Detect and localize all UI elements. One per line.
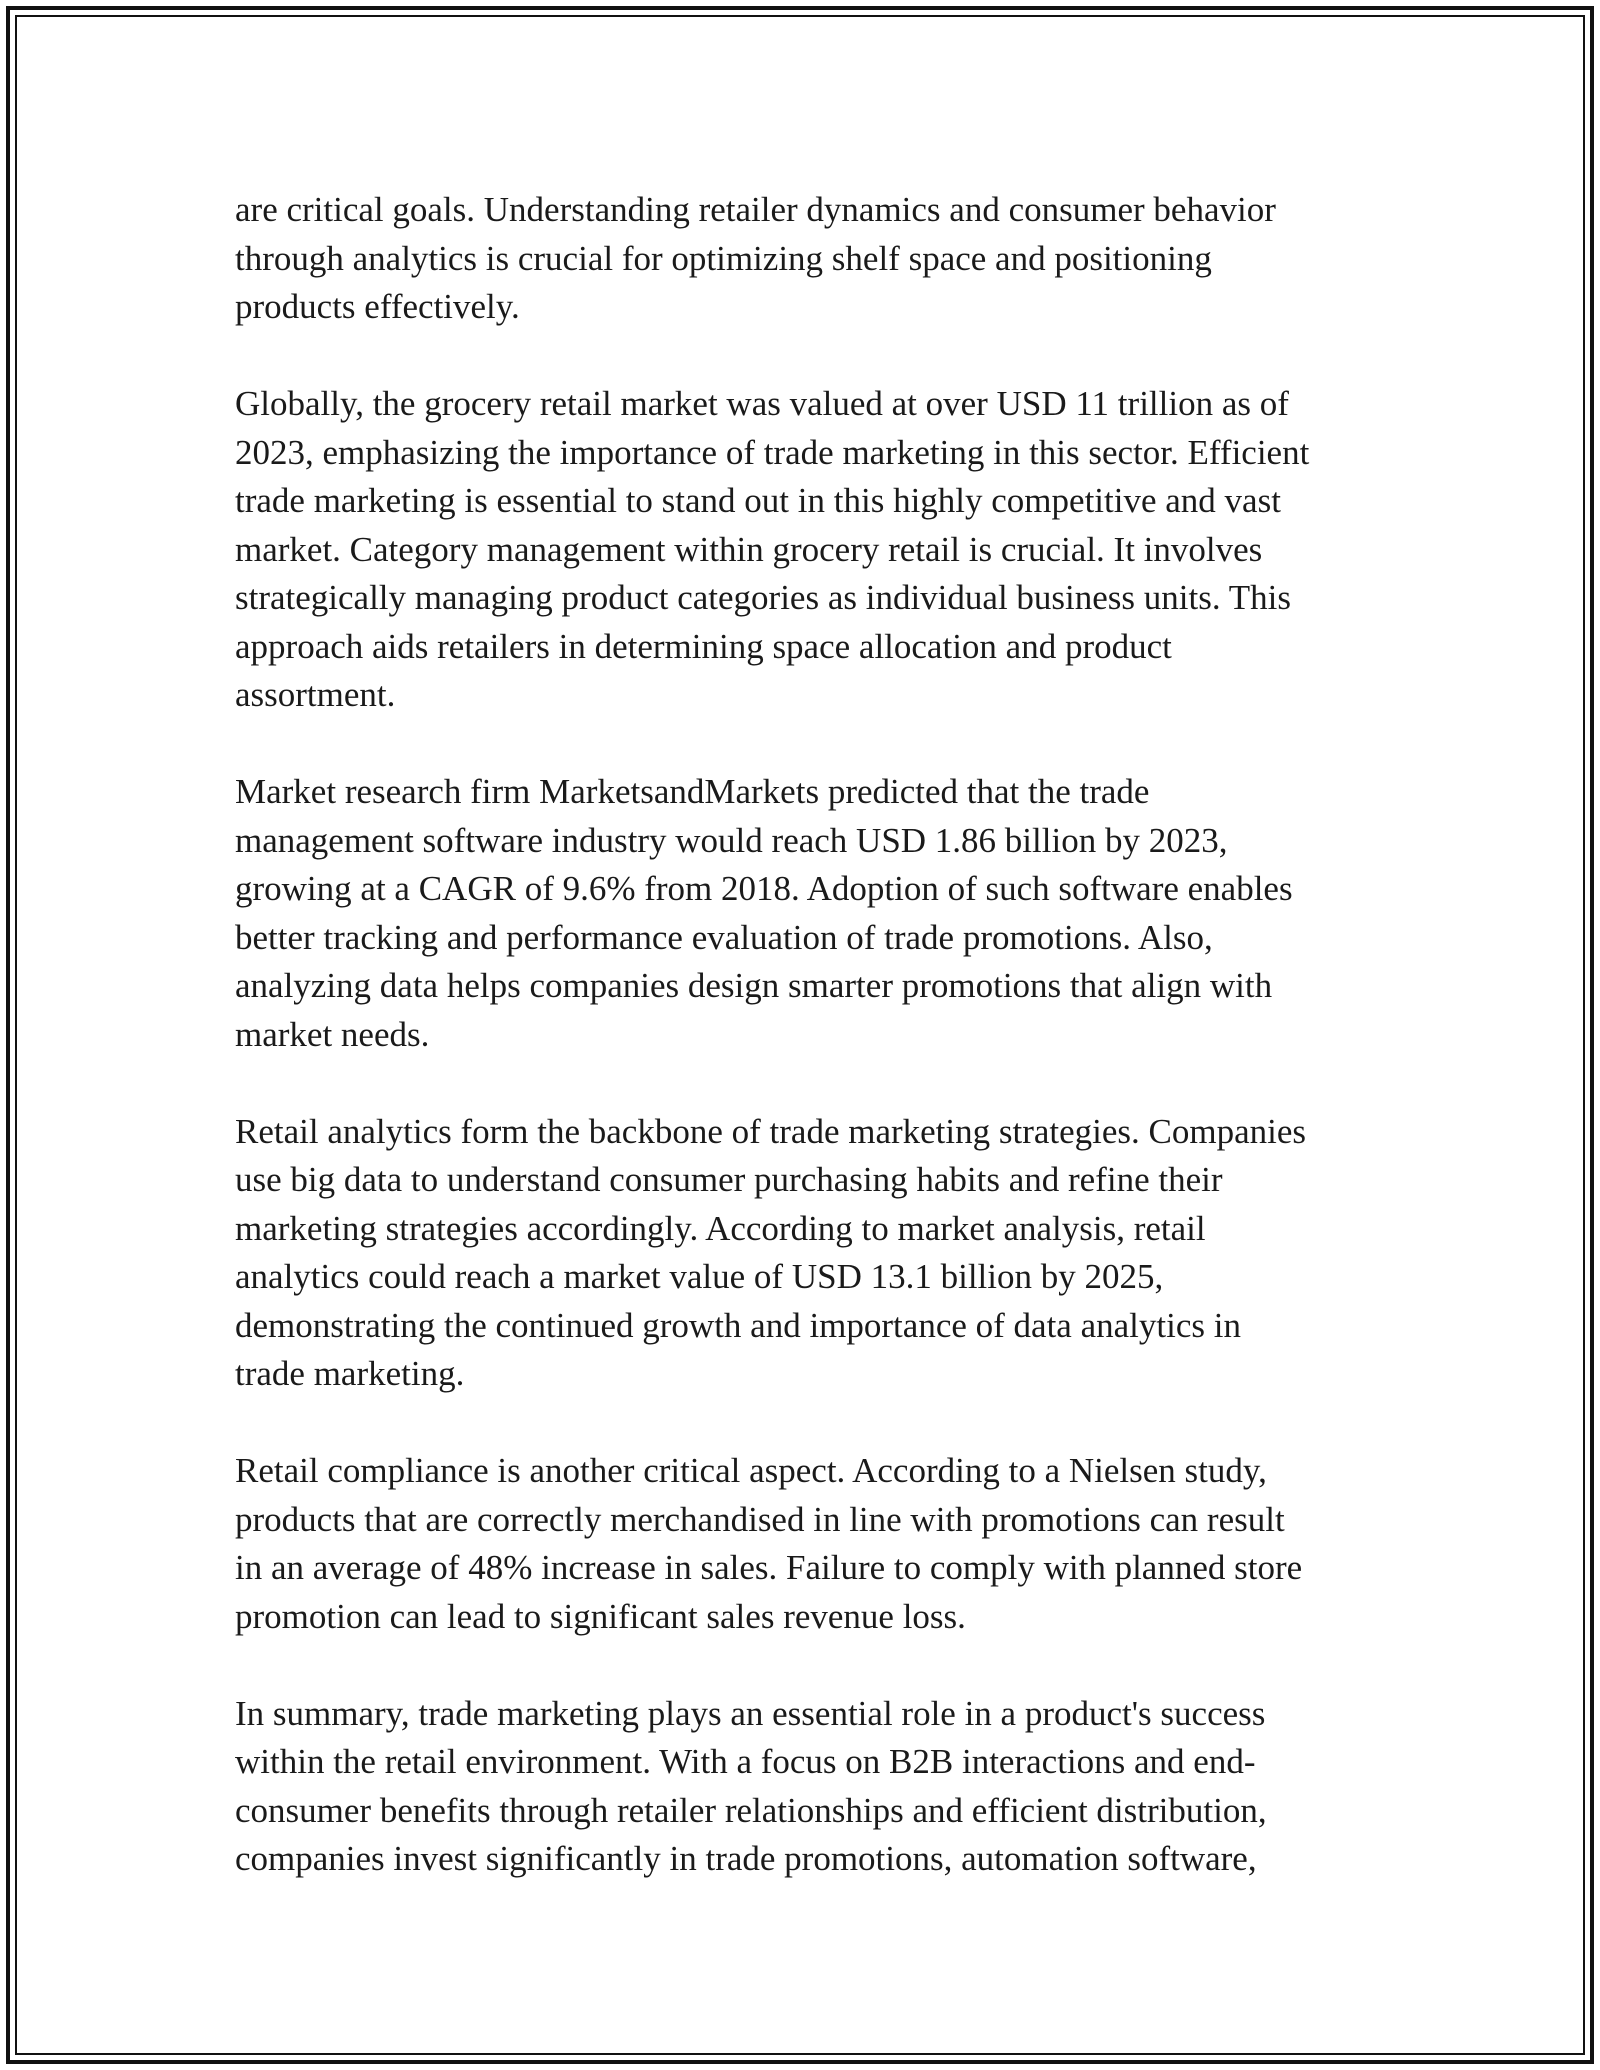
text-line: through analytics is crucial for optimizing shelf space and positioning [235,238,1212,278]
paragraph-grocery-market [235,380,1375,720]
text-line: analyzing data helps companies design smarter promotions that align with [235,966,1273,1005]
text-line: market. Category management within grocery retail is crucial. It involves [235,529,1263,569]
text-line: within the retail environment. With a focus on B2B interactions and end- [235,1742,1256,1781]
text-line: In summary, trade marketing plays an essential role in a product's success [235,1693,1266,1733]
paragraph-retail-compliance [235,1447,1375,1641]
text-line: in an average of 48% increase in sales. Failure to comply with planned store [235,1548,1303,1587]
text-line: trade marketing is essential to stand out in this highly competitive and vast [235,481,1281,520]
text-line: management software industry would reach USD 1.86 billion by 2023, [235,820,1228,860]
text-line: products effectively. [235,287,520,326]
text-line: assortment. [235,675,396,714]
paragraph-trade-software [235,768,1375,1059]
text-line: use big data to understand consumer purchasing habits and refine their [235,1160,1223,1199]
text-line: approach aids retailers in determining space allocation and product [235,626,1172,666]
text-line: Globally, the grocery retail market was valued at over USD 11 trillion as of [235,384,1289,423]
text-line: are critical goals. Understanding retailer dynamics and consumer behavior [235,190,1276,229]
text-line: products that are correctly merchandised in line with promotions can result [235,1499,1285,1539]
text-line: growing at a CAGR of 9.6% from 2018. Adoption of such software enables [235,869,1293,908]
text-line: better tracking and performance evaluation of trade promotions. Also, [235,917,1213,957]
text-line: companies invest significantly in trade promotions, automation software, [235,1839,1257,1878]
paragraph-shelf-analytics [235,186,1375,332]
text-line: 2023, emphasizing the importance of trade marketing in this sector. Efficient [235,432,1310,472]
text-line: Retail analytics form the backbone of trade marketing strategies. Companies [235,1111,1307,1151]
text-line: Market research firm MarketsandMarkets predicted that the trade [235,772,1150,811]
document-body [235,186,1375,1932]
text-line: strategically managing product categories as individual business units. This [235,578,1291,617]
text-line: trade marketing. [235,1354,465,1393]
text-line: Retail compliance is another critical aspect. According to a Nielsen study, [235,1451,1267,1490]
text-line: demonstrating the continued growth and importance of data analytics in [235,1305,1241,1345]
text-line: analytics could reach a market value of USD 13.1 billion by 2025, [235,1257,1164,1296]
paragraph-summary [235,1690,1375,1884]
text-line: promotion can lead to significant sales revenue loss. [235,1596,966,1636]
text-line: market needs. [235,1014,430,1054]
text-line: consumer benefits through retailer relationships and efficient distribution, [235,1790,1267,1830]
paragraph-retail-analytics [235,1108,1375,1399]
text-line: marketing strategies accordingly. According to market analysis, retail [235,1208,1206,1248]
